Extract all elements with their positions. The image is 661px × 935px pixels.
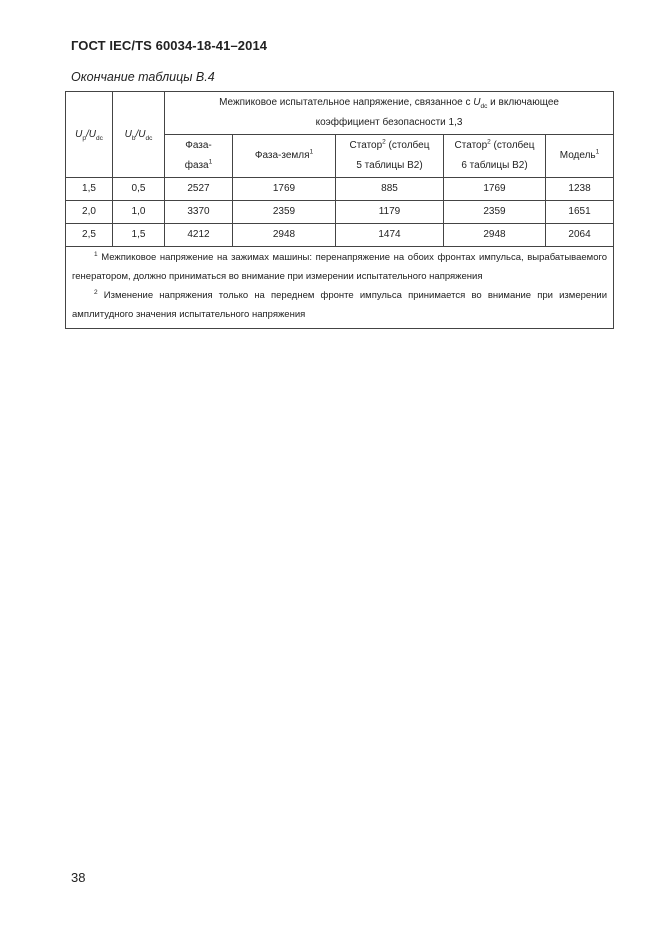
cell-ub: 1,0 [113, 201, 165, 224]
table-caption: Окончание таблицы В.4 [71, 70, 215, 84]
table-header-row-1 [66, 92, 614, 135]
group-header: Межпиковое испытательное напряжение, связанное с $U_{dc}$ и включающее коэффициент безопасности 1,3 [165, 92, 614, 135]
table-row [66, 201, 614, 224]
cell-phase-phase: 3370 [165, 201, 233, 224]
col-phase-ground-header: Фаза-земля$^1$ [233, 135, 336, 178]
page-number: 38 [71, 870, 86, 885]
cell-phase-ground: 1769 [233, 178, 336, 201]
cell-stator5: 1179 [336, 201, 444, 224]
col-phase-phase-header: Фаза- фаза$^1$ [165, 135, 233, 178]
cell-phase-phase: 4212 [165, 224, 233, 247]
cell-phase-ground: 2948 [233, 224, 336, 247]
footnote-2: $^2$ Изменение напряжения только на переднем фронте импульса принимается во внимание при измерении амплитудного значения испытательного напряжения [72, 288, 608, 320]
cell-ub: 1,5 [113, 224, 165, 247]
cell-phase-phase: 2527 [165, 178, 233, 201]
col-ub-udc-header: $U_b/U_{dc}$ [113, 92, 165, 178]
footnote-1: $^1$ Межпиковое напряжение на зажимах машины: перенапряжение на обоих фронтах импульса, вырабатываемого генератором, должно приниматься во внимание при измерении испытательного напряжения [72, 250, 608, 282]
table-row [66, 178, 614, 201]
cell-up: 1,5 [66, 178, 113, 201]
cell-up: 2,0 [66, 201, 113, 224]
cell-stator6: 2359 [444, 201, 546, 224]
col-stator6-header: Статор$^2$ (столбец 6 таблицы В2) [444, 135, 546, 178]
table-row [66, 224, 614, 247]
cell-model: 2064 [546, 224, 614, 247]
col-up-udc-header: $U_p/U_{dc}$ [66, 92, 113, 178]
col-stator5-header: Статор$^2$ (столбец 5 таблицы В2) [336, 135, 444, 178]
test-voltage-table [65, 91, 614, 329]
document-header: ГОСТ IEC/TS 60034-18-41–2014 [71, 38, 268, 53]
cell-ub: 0,5 [113, 178, 165, 201]
col-model-header: Модель$^1$ [546, 135, 614, 178]
table-footnotes [66, 247, 614, 329]
cell-model: 1238 [546, 178, 614, 201]
table-footnotes-row [66, 247, 614, 329]
cell-up: 2,5 [66, 224, 113, 247]
cell-model: 1651 [546, 201, 614, 224]
cell-phase-ground: 2359 [233, 201, 336, 224]
cell-stator6: 2948 [444, 224, 546, 247]
cell-stator5: 1474 [336, 224, 444, 247]
cell-stator5: 885 [336, 178, 444, 201]
cell-stator6: 1769 [444, 178, 546, 201]
